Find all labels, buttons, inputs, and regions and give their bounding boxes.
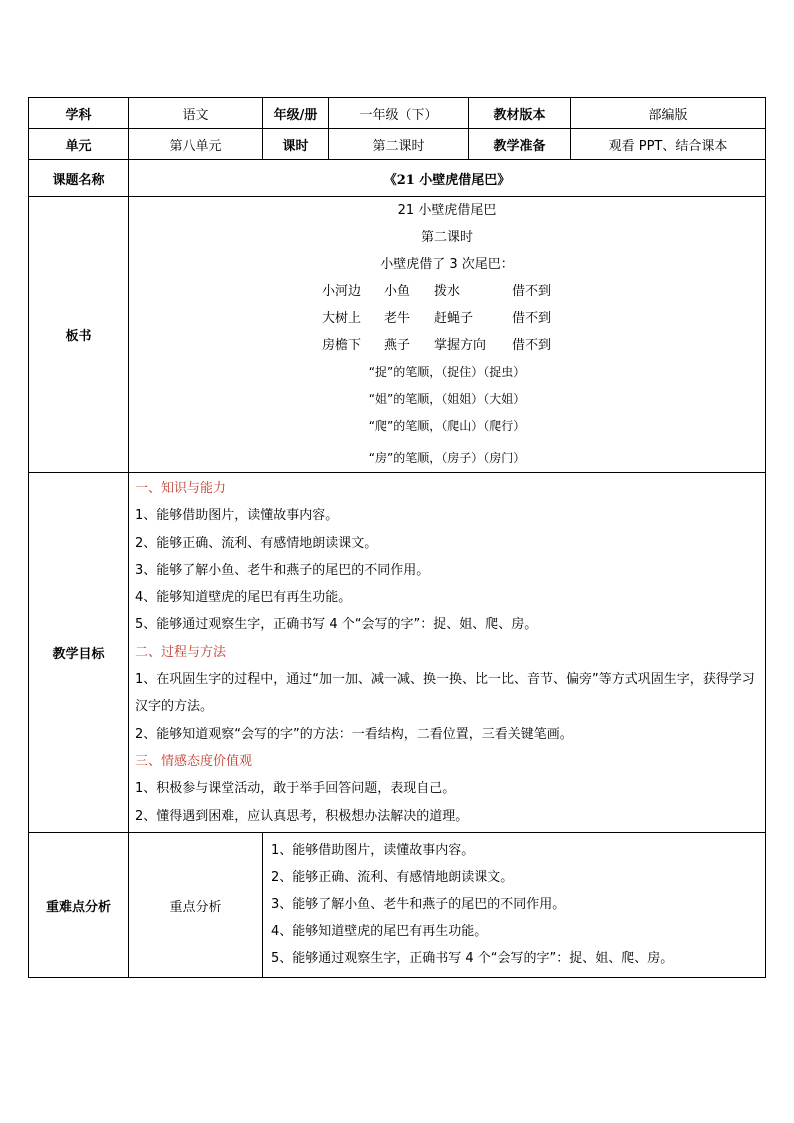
stroke-order-2: “姐”的笔顺，（姐姐）（大姐） [368, 392, 526, 406]
board-row-3 [129, 332, 765, 359]
header-row-1 [29, 98, 766, 129]
goals-section-heading: 二、过程与方法 [135, 644, 227, 660]
board-animal: 小鱼 [384, 284, 411, 299]
key-point-item: 2、能够正确、流利、有感情地朗读课文。 [271, 870, 514, 885]
board-row-2 [129, 305, 765, 332]
goal-item: 1、能够借助图片，读懂故事内容。 [135, 508, 339, 524]
topic-title: 《21 小壁虎借尾巴》 [129, 160, 766, 197]
key-point-item: 3、能够了解小鱼、老牛和燕子的尾巴的不同作用。 [271, 897, 566, 912]
board-intro: 小壁虎借了 3 次尾巴： [380, 257, 514, 272]
edition-value: 部编版 [571, 98, 766, 129]
analysis-sub-label: 重点分析 [129, 833, 263, 978]
board-animal: 燕子 [384, 338, 411, 353]
goals-row [29, 473, 766, 833]
board-animal: 老牛 [384, 311, 411, 326]
board-place: 房檐下 [322, 338, 362, 353]
board-label: 板书 [29, 197, 129, 473]
goal-item: 2、能够正确、流利、有感情地朗读课文。 [135, 535, 378, 551]
period-label: 课时 [263, 129, 329, 160]
grade-label: 年级/册 [263, 98, 329, 129]
board-row [29, 197, 766, 473]
board-use: 掌握方向 [434, 338, 487, 353]
subject-value: 语文 [129, 98, 263, 129]
period-value: 第二课时 [329, 129, 469, 160]
board-result: 借不到 [512, 284, 552, 299]
key-point-item: 1、能够借助图片，读懂故事内容。 [271, 843, 475, 858]
board-result: 借不到 [512, 311, 552, 326]
analysis-label: 重难点分析 [29, 833, 129, 978]
header-row-2 [29, 129, 766, 160]
board-use: 拨水 [434, 284, 461, 299]
goal-item: 4、能够知道壁虎的尾巴有再生功能。 [135, 590, 352, 606]
prep-value: 观看 PPT、结合课本 [571, 129, 766, 160]
board-place: 小河边 [322, 284, 362, 299]
goals-label: 教学目标 [29, 473, 129, 833]
topic-label: 课题名称 [29, 160, 129, 197]
board-row-1 [129, 278, 765, 305]
grade-value: 一年级（下） [329, 98, 469, 129]
goal-item: 2、能够知道观察“会写的字”的方法：一看结构，二看位置，三看关键笔画。 [135, 726, 573, 742]
goals-section-heading: 一、知识与能力 [135, 481, 227, 496]
board-period: 第二课时 [420, 230, 473, 245]
goal-item: 5、能够通过观察生字，正确书写 4 个“会写的字”：捉、姐、爬、房。 [135, 617, 538, 633]
key-point-item: 5、能够通过观察生字，正确书写 4 个“会写的字”：捉、姐、爬、房。 [271, 951, 674, 966]
board-use: 赶蝇子 [434, 311, 474, 326]
topic-row [29, 160, 766, 197]
board-title: 21 小壁虎借尾巴 [397, 203, 497, 218]
goal-item: 1、积极参与课堂活动，敢于举手回答问题，表现自己。 [135, 781, 456, 797]
goal-item: 3、能够了解小鱼、老牛和燕子的尾巴的不同作用。 [135, 562, 430, 578]
unit-value: 第八单元 [129, 129, 263, 160]
analysis-row [29, 833, 766, 978]
goal-item: 1、在巩固生字的过程中，通过“加一加、减一减、换一换、比一比、音节、偏旁”等方式巩固生字，获得学习汉字的方法。 [135, 672, 755, 715]
goal-item: 2、懂得遇到困难，应认真思考，积极想办法解决的道理。 [135, 808, 469, 824]
edition-label: 教材版本 [469, 98, 571, 129]
unit-label: 单元 [29, 129, 129, 160]
lesson-plan-table [28, 97, 766, 978]
analysis-content [263, 833, 766, 978]
stroke-order-3: “爬”的笔顺，（爬山）（爬行） [368, 419, 526, 433]
goals-section-heading: 三、情感态度价值观 [135, 753, 253, 769]
prep-label: 教学准备 [469, 129, 571, 160]
goals-content [129, 473, 766, 833]
board-place: 大树上 [322, 311, 362, 326]
stroke-order-4: “房”的笔顺，（房子）（房门） [368, 451, 526, 465]
stroke-order-1: “捉”的笔顺，（捉住）（捉虫） [368, 365, 526, 379]
key-point-item: 4、能够知道壁虎的尾巴有再生功能。 [271, 924, 488, 939]
board-result: 借不到 [512, 338, 552, 353]
subject-label: 学科 [29, 98, 129, 129]
board-content [129, 197, 766, 473]
